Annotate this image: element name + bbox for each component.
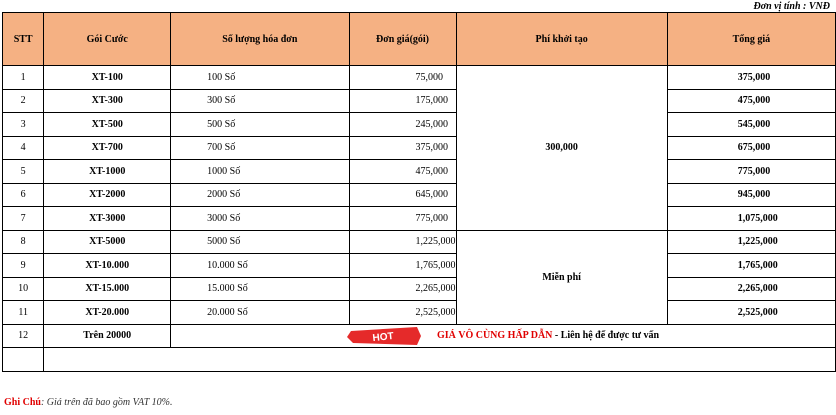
footnote bbox=[4, 397, 172, 408]
header-unit-price: Đơn giá(gói) bbox=[349, 13, 456, 66]
promo-contact: - Liên hệ để được tư vấn bbox=[552, 330, 660, 342]
header-setup-fee: Phí khởi tạo bbox=[456, 13, 667, 66]
row-package: XT-20.000 bbox=[44, 301, 171, 325]
row-total: 375,000 bbox=[667, 66, 835, 90]
row-package: XT-5000 bbox=[44, 230, 171, 254]
row-total: 1,075,000 bbox=[667, 207, 835, 231]
row-package: XT-3000 bbox=[44, 207, 171, 231]
table-row bbox=[3, 230, 836, 254]
row-package: XT-700 bbox=[44, 136, 171, 160]
row-invoices: 500 Số bbox=[171, 113, 349, 137]
row-total: 475,000 bbox=[667, 89, 835, 113]
table-row bbox=[3, 254, 836, 278]
table-row bbox=[3, 113, 836, 137]
footnote-text: : Giá trên đã bao gồm VAT 10%. bbox=[40, 397, 173, 408]
row-package: XT-300 bbox=[44, 89, 171, 113]
table-row bbox=[3, 136, 836, 160]
promo-wrap bbox=[171, 325, 835, 347]
row-stt: 6 bbox=[3, 183, 44, 207]
row-total: 545,000 bbox=[667, 113, 835, 137]
row-package: XT-100 bbox=[44, 66, 171, 90]
row-price: 475,000 bbox=[349, 160, 456, 184]
price-table bbox=[2, 12, 836, 372]
row-invoices: 5000 Số bbox=[171, 230, 349, 254]
row-invoices: 15.000 Số bbox=[171, 277, 349, 301]
promo-cell bbox=[171, 324, 836, 348]
row-stt: 4 bbox=[3, 136, 44, 160]
row-price: 2,525,000 bbox=[349, 301, 456, 325]
row-stt: 11 bbox=[3, 301, 44, 325]
promo-highlight: GIÁ VÔ CÙNG HẤP DẪN bbox=[437, 330, 553, 342]
row-total: 945,000 bbox=[667, 183, 835, 207]
row-stt: 5 bbox=[3, 160, 44, 184]
table-row bbox=[3, 301, 836, 325]
setup-fee-free: Miễn phí bbox=[456, 230, 667, 324]
row-total: 2,525,000 bbox=[667, 301, 835, 325]
row-package: XT-1000 bbox=[44, 160, 171, 184]
row-stt: 9 bbox=[3, 254, 44, 278]
row-stt: 2 bbox=[3, 89, 44, 113]
row-total: 775,000 bbox=[667, 160, 835, 184]
row-package: XT-500 bbox=[44, 113, 171, 137]
header-row bbox=[3, 13, 836, 66]
table-row bbox=[3, 66, 836, 90]
row-stt: 1 bbox=[3, 66, 44, 90]
row-price: 1,765,000 bbox=[349, 254, 456, 278]
row-stt: 8 bbox=[3, 230, 44, 254]
row-total: 675,000 bbox=[667, 136, 835, 160]
header-stt: STT bbox=[3, 13, 44, 66]
row-total: 2,265,000 bbox=[667, 277, 835, 301]
table-row-blank bbox=[3, 348, 836, 372]
row-package: XT-2000 bbox=[44, 183, 171, 207]
row-price: 775,000 bbox=[349, 207, 456, 231]
row-price: 2,265,000 bbox=[349, 277, 456, 301]
table-row bbox=[3, 183, 836, 207]
hot-badge-text: HOT bbox=[372, 330, 395, 344]
row-invoices: 20.000 Số bbox=[171, 301, 349, 325]
setup-fee-paid: 300,000 bbox=[456, 66, 667, 231]
row-invoices: 100 Số bbox=[171, 66, 349, 90]
row-price: 245,000 bbox=[349, 113, 456, 137]
row-price: 175,000 bbox=[349, 89, 456, 113]
row-invoices: 1000 Số bbox=[171, 160, 349, 184]
row-invoices: 10.000 Số bbox=[171, 254, 349, 278]
table-row-contact bbox=[3, 324, 836, 348]
row-stt: 12 bbox=[3, 324, 44, 348]
row-price: 75,000 bbox=[349, 66, 456, 90]
header-invoices: Số lượng hóa đơn bbox=[171, 13, 349, 66]
row-stt: 10 bbox=[3, 277, 44, 301]
row-price: 1,225,000 bbox=[349, 230, 456, 254]
hot-badge-icon bbox=[347, 325, 423, 347]
row-total: 1,225,000 bbox=[667, 230, 835, 254]
table-row bbox=[3, 89, 836, 113]
header-package: Gói Cước bbox=[44, 13, 171, 66]
unit-note: Đơn vị tính : VNĐ bbox=[753, 1, 830, 12]
table-row bbox=[3, 277, 836, 301]
row-package: Trên 20000 bbox=[44, 324, 171, 348]
row-invoices: 700 Số bbox=[171, 136, 349, 160]
table-row bbox=[3, 207, 836, 231]
row-package: XT-15.000 bbox=[44, 277, 171, 301]
row-stt: 7 bbox=[3, 207, 44, 231]
table-row bbox=[3, 160, 836, 184]
row-total: 1,765,000 bbox=[667, 254, 835, 278]
header-total: Tổng giá bbox=[667, 13, 835, 66]
row-invoices: 2000 Số bbox=[171, 183, 349, 207]
blank-cell-right bbox=[44, 348, 836, 372]
blank-cell-left bbox=[3, 348, 44, 372]
row-price: 375,000 bbox=[349, 136, 456, 160]
row-invoices: 3000 Số bbox=[171, 207, 349, 231]
footnote-label: Ghi Chú bbox=[4, 397, 41, 408]
row-invoices: 300 Số bbox=[171, 89, 349, 113]
row-package: XT-10.000 bbox=[44, 254, 171, 278]
row-price: 645,000 bbox=[349, 183, 456, 207]
row-stt: 3 bbox=[3, 113, 44, 137]
